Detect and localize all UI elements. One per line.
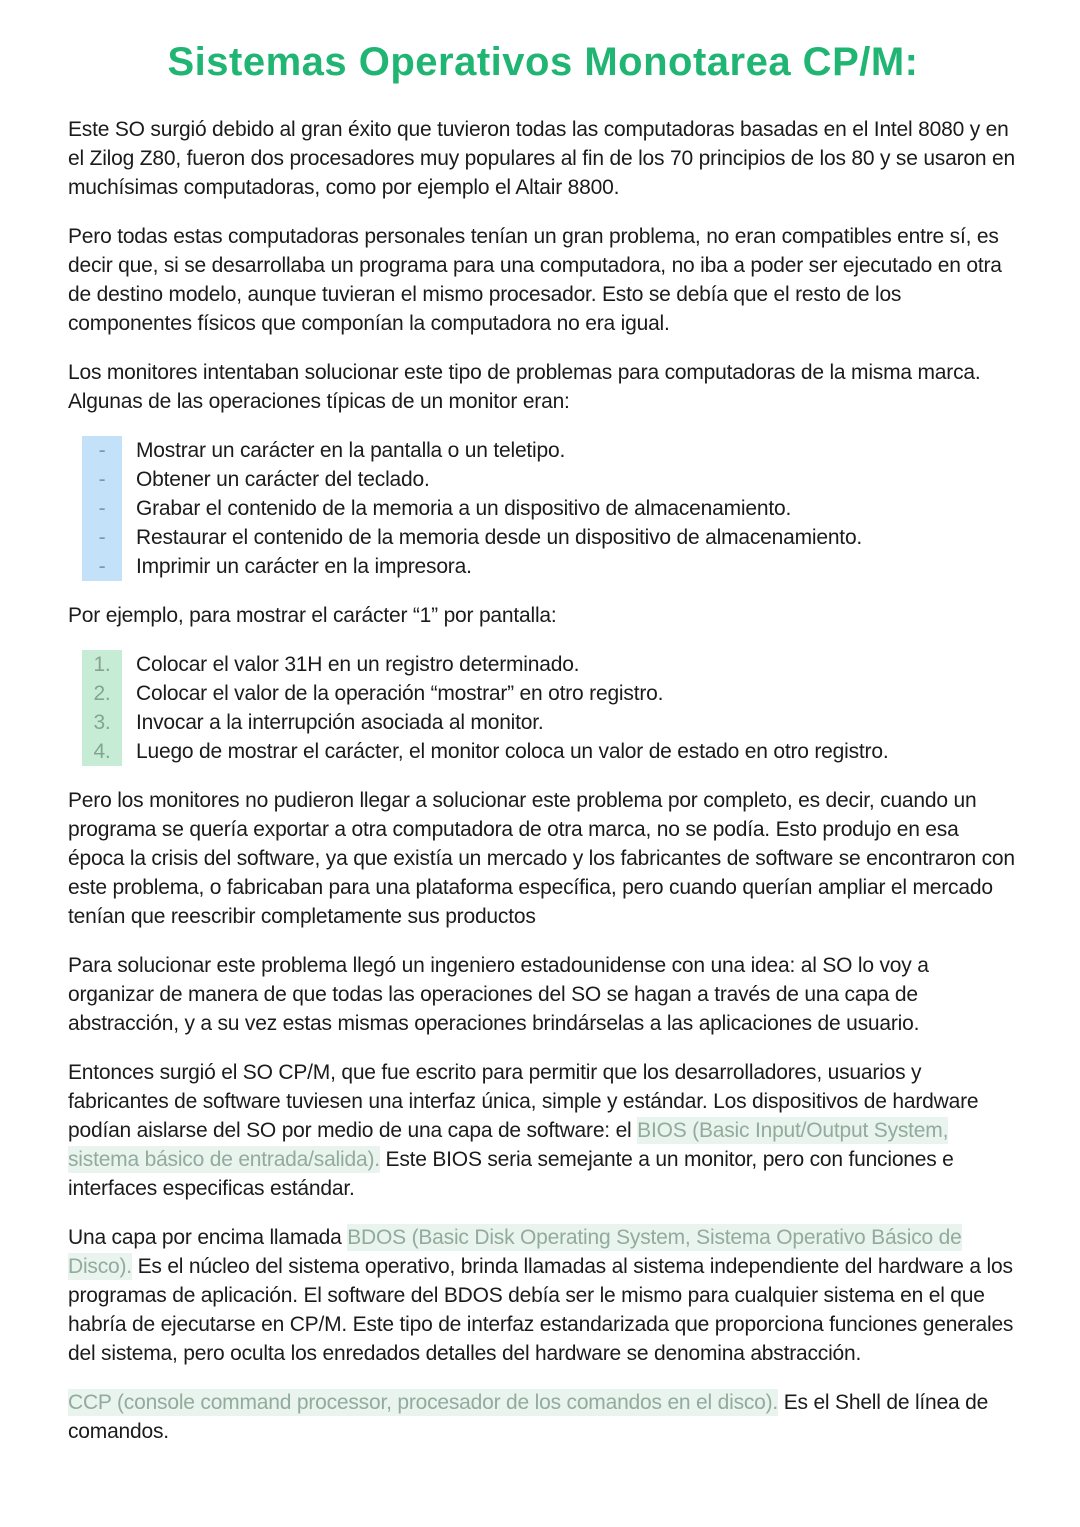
paragraph-ccp — [68, 1388, 1018, 1446]
list-item-text: Colocar el valor de la operación “mostrar” en otro registro. — [136, 682, 664, 705]
paragraph-cpm-pre-text: Entonces surgió el SO CP/M, que fue escrito para permitir que los desarrolladores, usuarios y fabricantes de software tuviesen una interfaz única, simple y estándar. Los dispositivos de hardware podían aislarse del SO por medio de una capa de software: el — [68, 1061, 979, 1142]
bullet-dash-marker: - — [82, 523, 122, 552]
list-item — [68, 523, 1018, 552]
paragraph-monitors-limits: Pero los monitores no pudieron llegar a solucionar este problema por completo, es decir, cuando un programa se quería exportar a otra computadora de otra marca, no se podía. Esto produjo en esa época la crisis del software, ya que existía un mercado y los fabricantes de software se encontraron con este problema, o fabricaban para una plataforma específica, pero cuando querían ampliar el mercado tenían que reescribir completamente sus productos — [68, 789, 1015, 928]
list-item — [68, 494, 1018, 523]
highlight-bios: BIOS (Basic Input/Output System, sistema básico de entrada/salida). — [68, 1119, 949, 1171]
list-item — [68, 679, 1018, 708]
list-item — [68, 650, 1018, 679]
list-item — [68, 465, 1018, 494]
step-number-marker: 1. — [82, 650, 122, 679]
list-item-text: Luego de mostrar el carácter, el monitor coloca un valor de estado en otro registro. — [136, 740, 889, 763]
bullet-dash-marker: - — [82, 465, 122, 494]
highlight-bdos: BDOS (Basic Disk Operating System, Sistema Operativo Básico de Disco). — [68, 1226, 962, 1278]
paragraph-monitors: Los monitores intentaban solucionar este tipo de problemas para computadoras de la misma marca. Algunas de las operaciones típicas de un monitor eran: — [68, 361, 981, 413]
monitor-operations-list — [68, 436, 1018, 581]
list-item-text: Obtener un carácter del teclado. — [136, 468, 430, 491]
paragraph-example-intro: Por ejemplo, para mostrar el carácter “1” por pantalla: — [68, 604, 557, 627]
list-item — [68, 436, 1018, 465]
paragraph-cpm-post-text: Este BIOS seria semejante a un monitor, pero con funciones e interfaces especificas estándar. — [68, 1148, 954, 1200]
bullet-dash-marker: - — [82, 436, 122, 465]
page-title: Sistemas Operativos Monotarea CP/M: — [167, 40, 919, 84]
paragraph-cpm-bios — [68, 1058, 1018, 1203]
step-number-marker: 4. — [82, 737, 122, 766]
paragraph-ccp-post-text: Es el Shell de línea de comandos. — [68, 1391, 989, 1443]
paragraph-bdos-post-text: Es el núcleo del sistema operativo, brinda llamadas al sistema independiente del hardware a los programas de aplicación. El software del BDOS debía ser le mismo para cualquier sistema en el que habría de ejecutarse en CP/M. Este tipo de interfaz estandarizada que proporciona funciones generales del sistema, pero oculta los enredados detalles del hardware se denomina abstracción. — [68, 1255, 1014, 1365]
list-item — [68, 552, 1018, 581]
bullet-dash-marker: - — [82, 494, 122, 523]
list-item-text: Grabar el contenido de la memoria a un dispositivo de almacenamiento. — [136, 497, 792, 520]
list-item-text: Restaurar el contenido de la memoria desde un dispositivo de almacenamiento. — [136, 526, 863, 549]
highlight-ccp: CCP (console command processor, procesador de los comandos en el disco). — [68, 1391, 779, 1414]
paragraph-engineer-idea: Para solucionar este problema llegó un ingeniero estadounidense con una idea: al SO lo voy a organizar de manera de que todas las operaciones del SO se hagan a través de una capa de abstracción, y a su vez estas mismas operaciones brindárselas a las aplicaciones de usuario. — [68, 954, 929, 1035]
example-steps-list — [68, 650, 1018, 766]
step-number-marker: 3. — [82, 708, 122, 737]
step-number-marker: 2. — [82, 679, 122, 708]
list-item-text: Imprimir un carácter en la impresora. — [136, 555, 472, 578]
paragraph-bdos — [68, 1223, 1018, 1368]
bullet-dash-marker: - — [82, 552, 122, 581]
list-item — [68, 708, 1018, 737]
paragraph-intro: Este SO surgió debido al gran éxito que tuvieron todas las computadoras basadas en el Intel 8080 y en el Zilog Z80, fueron dos procesadores muy populares al fin de los 70 principios de los 80 y se usaron en muchísimas computadoras, como por ejemplo el Altair 8800. — [68, 118, 1015, 199]
paragraph-compatibility: Pero todas estas computadoras personales tenían un gran problema, no eran compatibles entre sí, es decir que, si se desarrollaba un programa para una computadora, no iba a poder ser ejecutado en otra de destino modelo, aunque tuvieran el mismo procesador. Esto se debía que el resto de los componentes físicos que componían la computadora no era igual. — [68, 225, 1002, 335]
list-item-text: Colocar el valor 31H en un registro determinado. — [136, 653, 580, 676]
list-item-text: Invocar a la interrupción asociada al monitor. — [136, 711, 544, 734]
list-item-text: Mostrar un carácter en la pantalla o un teletipo. — [136, 439, 566, 462]
list-item — [68, 737, 1018, 766]
paragraph-bdos-pre-text: Una capa por encima llamada — [68, 1226, 348, 1249]
